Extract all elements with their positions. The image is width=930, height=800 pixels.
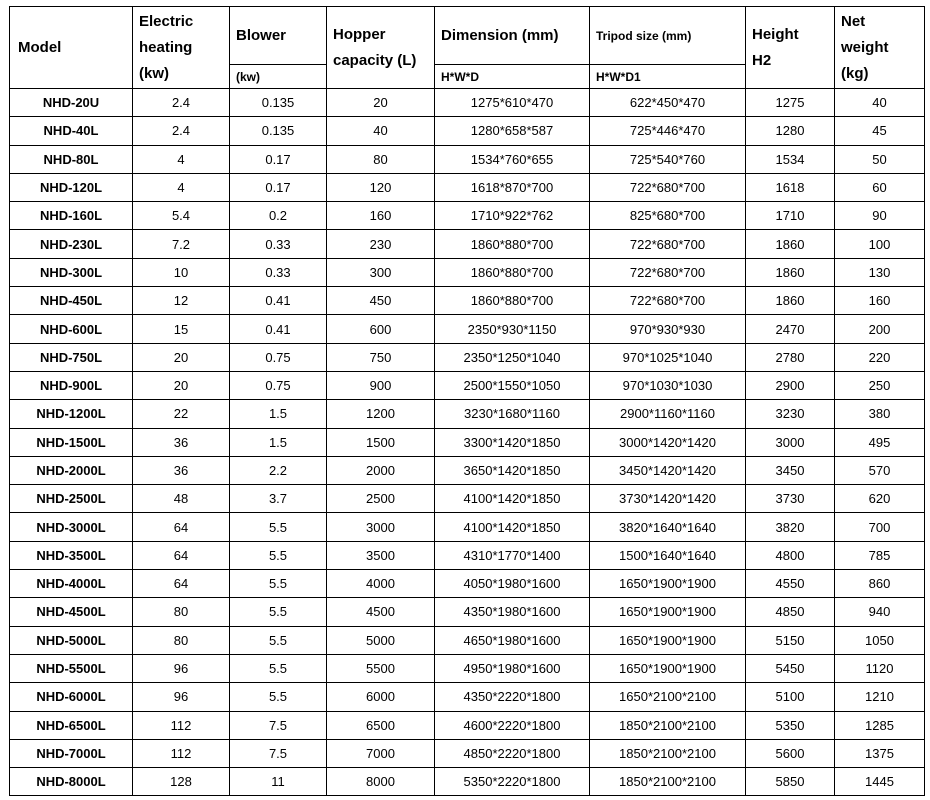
cell-model: NHD-450L [10, 287, 133, 315]
cell-electric-heating: 64 [133, 541, 230, 569]
cell-hopper-capacity: 300 [327, 258, 435, 286]
cell-tripod-size: 722*680*700 [590, 173, 746, 201]
cell-tripod-size: 722*680*700 [590, 287, 746, 315]
cell-dimension: 4950*1980*1600 [435, 654, 590, 682]
cell-model: NHD-20U [10, 89, 133, 117]
cell-tripod-size: 1850*2100*2100 [590, 711, 746, 739]
cell-net-weight: 250 [835, 371, 925, 399]
cell-electric-heating: 2.4 [133, 89, 230, 117]
cell-model: NHD-40L [10, 117, 133, 145]
cell-electric-heating: 96 [133, 683, 230, 711]
table-header [10, 7, 925, 89]
cell-blower: 5.5 [230, 683, 327, 711]
table-row [10, 315, 925, 343]
cell-hopper-capacity: 600 [327, 315, 435, 343]
cell-height: 3730 [746, 485, 835, 513]
cell-tripod-size: 1650*1900*1900 [590, 598, 746, 626]
cell-blower: 0.2 [230, 202, 327, 230]
cell-electric-heating: 20 [133, 371, 230, 399]
cell-blower: 0.75 [230, 371, 327, 399]
cell-model: NHD-3000L [10, 513, 133, 541]
cell-model: NHD-4500L [10, 598, 133, 626]
cell-dimension: 1710*922*762 [435, 202, 590, 230]
cell-dimension: 1860*880*700 [435, 258, 590, 286]
cell-hopper-capacity: 1200 [327, 400, 435, 428]
cell-model: NHD-2500L [10, 485, 133, 513]
table-row [10, 570, 925, 598]
cell-height: 1710 [746, 202, 835, 230]
cell-electric-heating: 7.2 [133, 230, 230, 258]
cell-blower: 11 [230, 768, 327, 796]
cell-dimension: 4350*2220*1800 [435, 683, 590, 711]
cell-net-weight: 1120 [835, 654, 925, 682]
cell-tripod-size: 2900*1160*1160 [590, 400, 746, 428]
cell-tripod-size: 725*540*760 [590, 145, 746, 173]
cell-tripod-size: 622*450*470 [590, 89, 746, 117]
header-dimension: Dimension (mm) [435, 7, 590, 65]
cell-blower: 1.5 [230, 400, 327, 428]
cell-height: 1860 [746, 258, 835, 286]
table-row [10, 768, 925, 796]
cell-hopper-capacity: 450 [327, 287, 435, 315]
cell-dimension: 1860*880*700 [435, 230, 590, 258]
cell-dimension: 1280*658*587 [435, 117, 590, 145]
cell-net-weight: 620 [835, 485, 925, 513]
cell-dimension: 2350*930*1150 [435, 315, 590, 343]
cell-dimension: 4650*1980*1600 [435, 626, 590, 654]
cell-tripod-size: 1850*2100*2100 [590, 768, 746, 796]
table-row [10, 711, 925, 739]
cell-model: NHD-2000L [10, 456, 133, 484]
cell-net-weight: 40 [835, 89, 925, 117]
cell-tripod-size: 1850*2100*2100 [590, 739, 746, 767]
cell-hopper-capacity: 5500 [327, 654, 435, 682]
cell-electric-heating: 80 [133, 598, 230, 626]
cell-net-weight: 50 [835, 145, 925, 173]
cell-height: 2470 [746, 315, 835, 343]
cell-electric-heating: 96 [133, 654, 230, 682]
cell-model: NHD-80L [10, 145, 133, 173]
table-row [10, 117, 925, 145]
cell-blower: 0.33 [230, 258, 327, 286]
table-row [10, 230, 925, 258]
cell-blower: 5.5 [230, 541, 327, 569]
cell-tripod-size: 1650*1900*1900 [590, 570, 746, 598]
cell-height: 1275 [746, 89, 835, 117]
cell-blower: 0.17 [230, 145, 327, 173]
cell-electric-heating: 5.4 [133, 202, 230, 230]
cell-net-weight: 1285 [835, 711, 925, 739]
cell-model: NHD-5500L [10, 654, 133, 682]
cell-blower: 7.5 [230, 739, 327, 767]
cell-hopper-capacity: 4500 [327, 598, 435, 626]
cell-net-weight: 1375 [835, 739, 925, 767]
cell-dimension: 3650*1420*1850 [435, 456, 590, 484]
header-blower: Blower [230, 7, 327, 65]
cell-height: 5850 [746, 768, 835, 796]
cell-tripod-size: 825*680*700 [590, 202, 746, 230]
cell-hopper-capacity: 5000 [327, 626, 435, 654]
cell-tripod-size: 1650*1900*1900 [590, 654, 746, 682]
cell-model: NHD-6000L [10, 683, 133, 711]
table-body [10, 89, 925, 796]
header-hopper-capacity: Hopper capacity (L) [327, 7, 435, 89]
cell-height: 1860 [746, 230, 835, 258]
cell-net-weight: 1210 [835, 683, 925, 711]
spec-table [9, 6, 925, 796]
cell-model: NHD-6500L [10, 711, 133, 739]
cell-electric-heating: 2.4 [133, 117, 230, 145]
table-row [10, 683, 925, 711]
table-row [10, 541, 925, 569]
cell-electric-heating: 4 [133, 145, 230, 173]
table-row [10, 343, 925, 371]
cell-height: 3230 [746, 400, 835, 428]
cell-net-weight: 45 [835, 117, 925, 145]
cell-blower: 0.33 [230, 230, 327, 258]
header-net-weight: Net weight (kg) [835, 7, 925, 89]
cell-tripod-size: 725*446*470 [590, 117, 746, 145]
cell-electric-heating: 128 [133, 768, 230, 796]
cell-tripod-size: 3450*1420*1420 [590, 456, 746, 484]
cell-net-weight: 860 [835, 570, 925, 598]
cell-hopper-capacity: 2000 [327, 456, 435, 484]
cell-height: 3450 [746, 456, 835, 484]
cell-net-weight: 570 [835, 456, 925, 484]
cell-electric-heating: 64 [133, 570, 230, 598]
cell-model: NHD-300L [10, 258, 133, 286]
cell-dimension: 1860*880*700 [435, 287, 590, 315]
cell-net-weight: 700 [835, 513, 925, 541]
cell-hopper-capacity: 120 [327, 173, 435, 201]
cell-blower: 0.135 [230, 89, 327, 117]
header-height: Height H2 [746, 7, 835, 89]
header-electric-heating: Electric heating (kw) [133, 7, 230, 89]
cell-dimension: 1534*760*655 [435, 145, 590, 173]
cell-hopper-capacity: 4000 [327, 570, 435, 598]
cell-net-weight: 495 [835, 428, 925, 456]
cell-hopper-capacity: 8000 [327, 768, 435, 796]
cell-blower: 5.5 [230, 570, 327, 598]
cell-hopper-capacity: 3000 [327, 513, 435, 541]
cell-net-weight: 130 [835, 258, 925, 286]
cell-height: 3000 [746, 428, 835, 456]
table-row [10, 173, 925, 201]
cell-net-weight: 60 [835, 173, 925, 201]
cell-electric-heating: 64 [133, 513, 230, 541]
cell-model: NHD-750L [10, 343, 133, 371]
cell-hopper-capacity: 6500 [327, 711, 435, 739]
cell-height: 4800 [746, 541, 835, 569]
header-tripod-size: Tripod size (mm) [590, 7, 746, 65]
cell-height: 2900 [746, 371, 835, 399]
cell-height: 5350 [746, 711, 835, 739]
cell-net-weight: 940 [835, 598, 925, 626]
cell-model: NHD-900L [10, 371, 133, 399]
cell-electric-heating: 36 [133, 456, 230, 484]
cell-hopper-capacity: 6000 [327, 683, 435, 711]
table-row [10, 598, 925, 626]
cell-model: NHD-5000L [10, 626, 133, 654]
cell-model: NHD-4000L [10, 570, 133, 598]
cell-hopper-capacity: 40 [327, 117, 435, 145]
table-row [10, 89, 925, 117]
table-row [10, 258, 925, 286]
cell-tripod-size: 970*930*930 [590, 315, 746, 343]
cell-tripod-size: 1650*1900*1900 [590, 626, 746, 654]
cell-dimension: 3230*1680*1160 [435, 400, 590, 428]
cell-height: 5150 [746, 626, 835, 654]
cell-height: 1618 [746, 173, 835, 201]
cell-tripod-size: 3000*1420*1420 [590, 428, 746, 456]
cell-dimension: 4050*1980*1600 [435, 570, 590, 598]
cell-model: NHD-230L [10, 230, 133, 258]
cell-dimension: 4600*2220*1800 [435, 711, 590, 739]
header-dimension-sub: H*W*D [435, 65, 590, 89]
cell-hopper-capacity: 900 [327, 371, 435, 399]
cell-hopper-capacity: 2500 [327, 485, 435, 513]
cell-electric-heating: 10 [133, 258, 230, 286]
cell-blower: 0.135 [230, 117, 327, 145]
cell-dimension: 4310*1770*1400 [435, 541, 590, 569]
cell-tripod-size: 970*1030*1030 [590, 371, 746, 399]
cell-net-weight: 380 [835, 400, 925, 428]
cell-model: NHD-600L [10, 315, 133, 343]
cell-model: NHD-1200L [10, 400, 133, 428]
table-row [10, 654, 925, 682]
cell-electric-heating: 12 [133, 287, 230, 315]
cell-height: 5450 [746, 654, 835, 682]
cell-blower: 5.5 [230, 598, 327, 626]
cell-hopper-capacity: 20 [327, 89, 435, 117]
table-row [10, 485, 925, 513]
cell-model: NHD-8000L [10, 768, 133, 796]
cell-tripod-size: 3820*1640*1640 [590, 513, 746, 541]
cell-blower: 2.2 [230, 456, 327, 484]
cell-model: NHD-1500L [10, 428, 133, 456]
cell-model: NHD-7000L [10, 739, 133, 767]
table-row [10, 145, 925, 173]
cell-net-weight: 160 [835, 287, 925, 315]
cell-model: NHD-3500L [10, 541, 133, 569]
table-row [10, 428, 925, 456]
header-model: Model [10, 7, 133, 89]
table-row [10, 287, 925, 315]
table-row [10, 739, 925, 767]
cell-model: NHD-120L [10, 173, 133, 201]
cell-blower: 0.41 [230, 287, 327, 315]
cell-height: 1534 [746, 145, 835, 173]
cell-height: 2780 [746, 343, 835, 371]
cell-electric-heating: 112 [133, 739, 230, 767]
table-row [10, 371, 925, 399]
cell-net-weight: 100 [835, 230, 925, 258]
cell-height: 5600 [746, 739, 835, 767]
cell-net-weight: 90 [835, 202, 925, 230]
header-tripod-sub: H*W*D1 [590, 65, 746, 89]
cell-blower: 5.5 [230, 513, 327, 541]
cell-net-weight: 220 [835, 343, 925, 371]
cell-electric-heating: 36 [133, 428, 230, 456]
cell-blower: 5.5 [230, 654, 327, 682]
cell-dimension: 4100*1420*1850 [435, 485, 590, 513]
table-row [10, 202, 925, 230]
cell-net-weight: 1050 [835, 626, 925, 654]
cell-blower: 0.17 [230, 173, 327, 201]
cell-blower: 0.41 [230, 315, 327, 343]
cell-hopper-capacity: 230 [327, 230, 435, 258]
cell-dimension: 4850*2220*1800 [435, 739, 590, 767]
cell-height: 3820 [746, 513, 835, 541]
cell-hopper-capacity: 80 [327, 145, 435, 173]
cell-tripod-size: 3730*1420*1420 [590, 485, 746, 513]
cell-tripod-size: 1650*2100*2100 [590, 683, 746, 711]
cell-dimension: 1618*870*700 [435, 173, 590, 201]
cell-blower: 7.5 [230, 711, 327, 739]
cell-electric-heating: 112 [133, 711, 230, 739]
cell-dimension: 4100*1420*1850 [435, 513, 590, 541]
cell-height: 5100 [746, 683, 835, 711]
cell-dimension: 1275*610*470 [435, 89, 590, 117]
cell-hopper-capacity: 750 [327, 343, 435, 371]
cell-electric-heating: 48 [133, 485, 230, 513]
cell-electric-heating: 4 [133, 173, 230, 201]
cell-height: 4550 [746, 570, 835, 598]
table-row [10, 626, 925, 654]
cell-net-weight: 200 [835, 315, 925, 343]
cell-dimension: 5350*2220*1800 [435, 768, 590, 796]
cell-blower: 1.5 [230, 428, 327, 456]
cell-tripod-size: 1500*1640*1640 [590, 541, 746, 569]
cell-blower: 5.5 [230, 626, 327, 654]
cell-net-weight: 1445 [835, 768, 925, 796]
cell-hopper-capacity: 7000 [327, 739, 435, 767]
cell-height: 4850 [746, 598, 835, 626]
cell-electric-heating: 20 [133, 343, 230, 371]
cell-blower: 0.75 [230, 343, 327, 371]
cell-tripod-size: 722*680*700 [590, 258, 746, 286]
cell-hopper-capacity: 1500 [327, 428, 435, 456]
cell-model: NHD-160L [10, 202, 133, 230]
cell-dimension: 3300*1420*1850 [435, 428, 590, 456]
cell-dimension: 2350*1250*1040 [435, 343, 590, 371]
cell-electric-heating: 22 [133, 400, 230, 428]
cell-hopper-capacity: 3500 [327, 541, 435, 569]
cell-dimension: 4350*1980*1600 [435, 598, 590, 626]
cell-dimension: 2500*1550*1050 [435, 371, 590, 399]
cell-electric-heating: 15 [133, 315, 230, 343]
cell-tripod-size: 970*1025*1040 [590, 343, 746, 371]
cell-hopper-capacity: 160 [327, 202, 435, 230]
table-row [10, 456, 925, 484]
cell-height: 1280 [746, 117, 835, 145]
cell-tripod-size: 722*680*700 [590, 230, 746, 258]
table-row [10, 513, 925, 541]
cell-height: 1860 [746, 287, 835, 315]
cell-blower: 3.7 [230, 485, 327, 513]
cell-net-weight: 785 [835, 541, 925, 569]
table-row [10, 400, 925, 428]
header-blower-unit: (kw) [230, 65, 327, 89]
cell-electric-heating: 80 [133, 626, 230, 654]
